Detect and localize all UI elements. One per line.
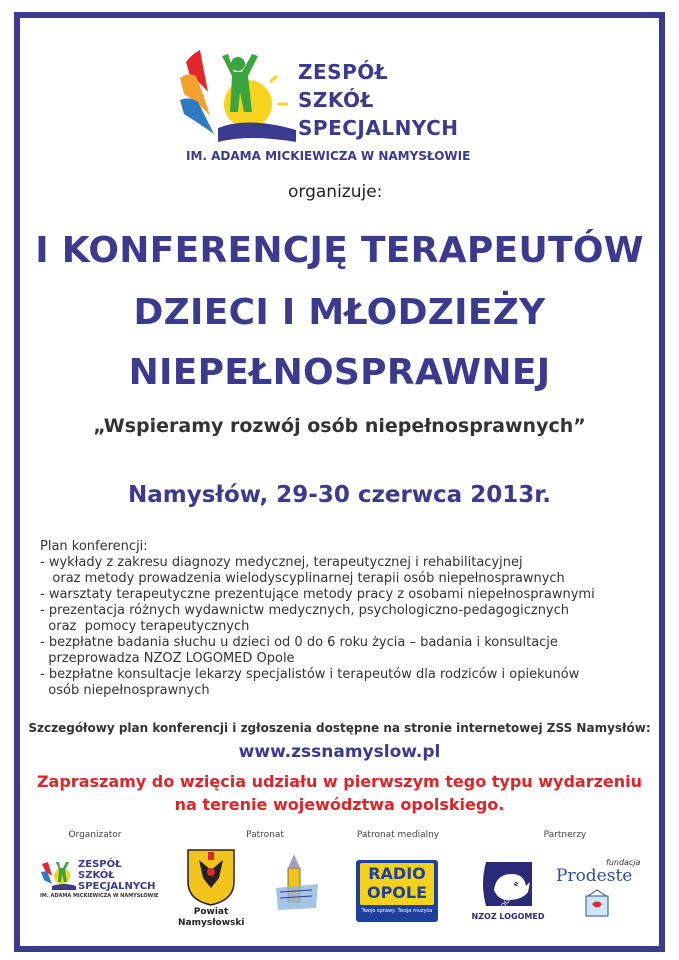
- caption-patronat-medialny: Patronat medialny: [356, 830, 440, 840]
- powiat-label: [178, 907, 244, 929]
- website-link[interactable]: www.zssnamyslow.pl: [238, 742, 441, 762]
- caption-organizator: Organizator: [68, 830, 122, 840]
- plan-line: oraz metody prowadzenia wielodyscyplinarnej terapii osób niepełnosprawnych: [40, 571, 565, 586]
- logo-title-line3: SPECJALNYCH: [298, 116, 459, 140]
- plan-line: osób niepełnosprawnych: [40, 683, 210, 698]
- plan-line: - wykłady z zakresu diagnozy medycznej, terapeutycznej i rehabilitacyjnej: [40, 555, 523, 570]
- nzoz-logomed-label: NZOZ LOGOMED: [471, 912, 545, 921]
- info-text: Szczegółowy plan konferencji i zgłoszenia dostępne na stronie internetowej ZSS Namysłów:: [28, 721, 651, 735]
- title-line1: I KONFERENCJĘ TERAPEUTÓW: [35, 230, 644, 271]
- small-school-logo-graphic: [40, 858, 76, 890]
- invite-line1: Zapraszamy do wzięcia udziału w pierwszym tego typu wydarzeniu: [36, 772, 643, 791]
- powiat-line2: Namysłowski: [178, 918, 245, 928]
- small-logo-text: [78, 859, 156, 892]
- radio-opole-logo: [356, 860, 438, 922]
- logo-subtitle: IM. ADAMA MICKIEWICZA W NAMYSŁOWIE: [186, 149, 471, 163]
- small-logo-line2: SZKÓŁ: [78, 870, 115, 881]
- title-line3: NIEPEŁNOSPRAWNEJ: [128, 352, 551, 393]
- plan-line: - warsztaty terapeutyczne prezentujące metody pracy z osobami niepełnosprawnymi: [40, 587, 595, 602]
- logo-title-line1: ZESPÓŁ: [298, 60, 389, 84]
- plan-line: - bezpłatne badania słuchu u dzieci od 0 do 6 roku życia – badania i konsultacje: [40, 635, 558, 650]
- caption-patronat: Patronat: [246, 830, 284, 840]
- plan-line: - bezpłatne konsultacje lekarzy specjalistów i terapeutów dla rodziców i opiekunów: [40, 667, 580, 682]
- logo-title-line2: SZKÓŁ: [298, 88, 374, 112]
- plan-line: - prezentacja różnych wydawnictw medycznych, psychologiczno-pedagogicznych: [40, 603, 570, 618]
- prodeste-label: Prodeste: [556, 866, 633, 886]
- plan-heading: Plan konferencji:: [40, 539, 148, 554]
- radio-slogan: Twoje sprawy. Twoja muzyka: [361, 908, 433, 914]
- small-logo-line3: SPECJALNYCH: [78, 881, 156, 892]
- coat-of-arms-icon: [186, 848, 236, 906]
- school-logo-graphic: [178, 42, 300, 147]
- plan-section: [40, 539, 650, 699]
- fundacja-label: fundacja: [606, 858, 641, 867]
- logomed-label: LOGOMED: [497, 878, 523, 914]
- title-line2: DZIECI I MŁODZIEŻY: [133, 292, 546, 333]
- motto: „Wspieramy rozwój osób niepełnosprawnych”: [93, 415, 586, 437]
- radio-line2: OPOLE: [366, 883, 428, 902]
- event-date: Namysłów, 29-30 czerwca 2013r.: [127, 482, 552, 508]
- caption-partnerzy: Partnerzy: [543, 830, 587, 840]
- radio-line1: RADIO: [368, 864, 426, 883]
- gift-box-icon: [582, 888, 612, 918]
- powiat-line1: Powiat: [193, 907, 229, 917]
- invite-line2: na terenie województwa opolskiego.: [174, 795, 505, 814]
- small-logo-line1: ZESPÓŁ: [78, 859, 122, 870]
- plan-line: przeprowadza NZOZ LOGOMED Opole: [40, 651, 295, 666]
- organizuje-label: organizuje:: [288, 182, 383, 202]
- patron-emblem-icon: [272, 852, 324, 916]
- plan-line: oraz pomocy terapeutycznych: [40, 619, 250, 634]
- small-logo-subtitle: IM. ADAMA MICKIEWICZA W NAMYSŁOWIE: [40, 893, 159, 899]
